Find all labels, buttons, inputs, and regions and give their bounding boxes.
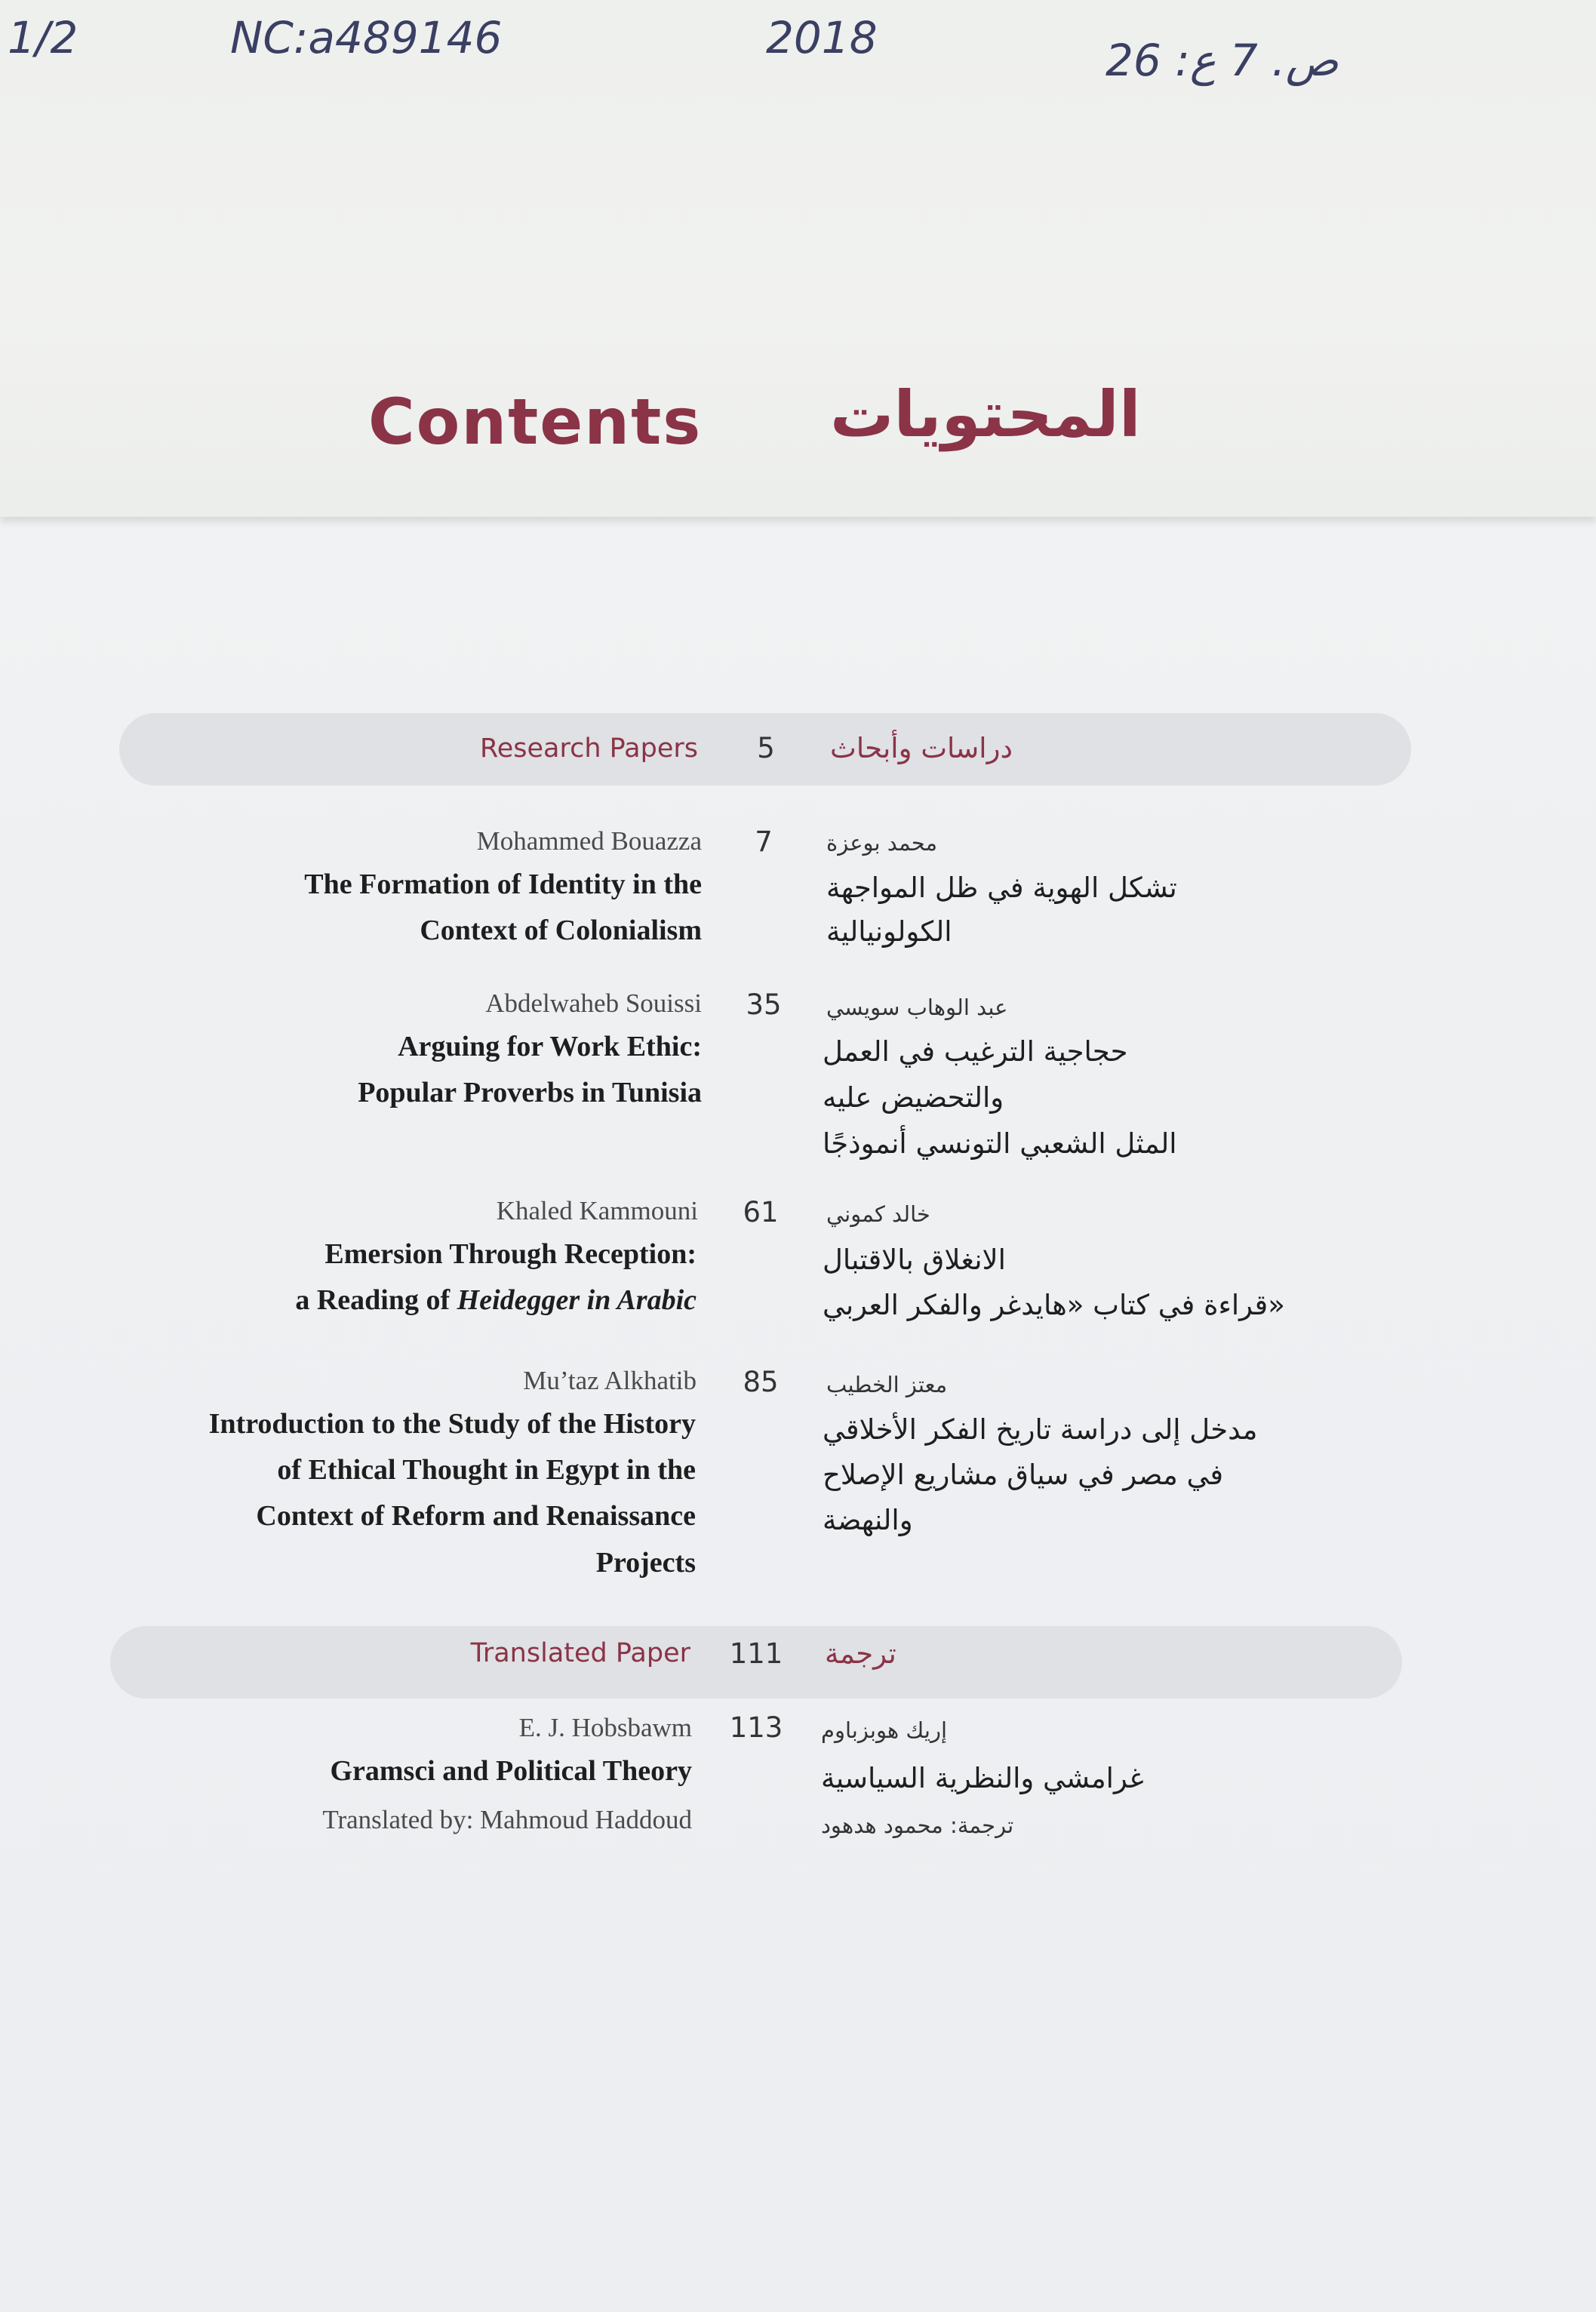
entry-title-english-line: Arguing for Work Ethic: <box>398 1031 702 1062</box>
entry-title-arabic-line: والنهضة <box>823 1504 913 1536</box>
entry-author-arabic: معتز الخطيب <box>826 1372 948 1397</box>
entry-title-arabic-line: المثل الشعبي التونسي أنموذجًا <box>823 1127 1177 1160</box>
entry-title-arabic-line: الكولونيالية <box>826 915 952 948</box>
entry-title-arabic-line: الانغلاق بالاقتبال <box>823 1244 1006 1276</box>
entry-title-english-line: Introduction to the Study of the History <box>208 1408 696 1440</box>
entry-title-english-line <box>295 1284 697 1317</box>
entry-author-arabic: إريك هوبزباوم <box>821 1717 948 1743</box>
handwritten-volume: 1/2 <box>8 12 78 63</box>
entry-title-english-line: Emersion Through Reception: <box>324 1238 697 1270</box>
section-label-arabic: ترجمة <box>825 1637 896 1670</box>
section-page-number: 111 <box>729 1637 783 1670</box>
entry-author-english: Abdelwaheb Souissi <box>485 988 702 1018</box>
entry-translator-english: Translated by: Mahmoud Haddoud <box>322 1805 692 1834</box>
entry-title-english-line: of Ethical Thought in Egypt in the <box>277 1454 696 1486</box>
entry-author-english: Mu’taz Alkhatib <box>523 1366 697 1395</box>
entry-translator-arabic: ترجمة: محمود هدهود <box>821 1812 1014 1838</box>
entry-page-number: 85 <box>743 1366 779 1398</box>
entry-author-english: E. J. Hobsbawm <box>518 1713 692 1742</box>
entry-author-english: Mohammed Bouazza <box>476 826 702 856</box>
entry-author-english: Khaled Kammouni <box>496 1196 698 1225</box>
cover-sheet <box>0 0 1596 517</box>
entry-page-number: 35 <box>746 988 782 1021</box>
entry-title-english-line: Context of Colonialism <box>420 915 702 946</box>
entry-title-arabic-line: مدخل إلى دراسة تاريخ الفكر الأخلاقي <box>823 1413 1258 1446</box>
handwritten-year: 2018 <box>766 12 878 63</box>
page-title-english: Contents <box>368 385 703 459</box>
entry-title-english-line: Gramsci and Political Theory <box>330 1755 692 1787</box>
section-label-arabic: دراسات وأبحاث <box>830 732 1013 764</box>
entry-title-arabic-line: قراءة في كتاب «هايدغر والفكر العربي» <box>823 1289 1285 1321</box>
entry-author-arabic: محمد بوعزة <box>826 830 938 856</box>
handwritten-catalog-number: NC:a489146 <box>230 12 503 63</box>
entry-title-english-line: The Formation of Identity in the <box>304 869 702 900</box>
handwritten-issue: ص. 7 ع: 26 <box>1106 35 1339 86</box>
entry-page-number: 113 <box>729 1711 783 1744</box>
section-label-english: Translated Paper <box>470 1638 690 1668</box>
entry-page-number: 7 <box>755 825 773 858</box>
entry-page-number: 61 <box>743 1196 779 1228</box>
entry-title-arabic-line: تشكل الهوية في ظل المواجهة <box>826 872 1177 904</box>
entry-title-english-line: Popular Proverbs in Tunisia <box>358 1077 702 1108</box>
italic-book-title: Heidegger in Arabic <box>457 1284 697 1316</box>
entry-title-english-line: Projects <box>595 1547 696 1579</box>
entry-author-arabic: عبد الوهاب سويسي <box>826 995 1008 1020</box>
entry-title-arabic-line: حجاجية الترغيب في العمل <box>823 1035 1128 1068</box>
entry-title-arabic-line: غرامشي والنظرية السياسية <box>821 1762 1144 1794</box>
entry-title-english-line: a Reading of Heidegger in Arabic <box>295 1284 697 1316</box>
entry-title-english-line: Context of Reform and Renaissance <box>256 1500 696 1532</box>
section-page-number: 5 <box>757 732 775 764</box>
page-title-arabic: المحتويات <box>830 377 1141 451</box>
entry-title-arabic-line: في مصر في سياق مشاريع الإصلاح <box>823 1459 1224 1491</box>
entry-author-arabic: خالد كموني <box>826 1201 930 1227</box>
section-label-english: Research Papers <box>479 733 698 764</box>
entry-title-arabic-line: والتحضيض عليه <box>823 1081 1004 1114</box>
